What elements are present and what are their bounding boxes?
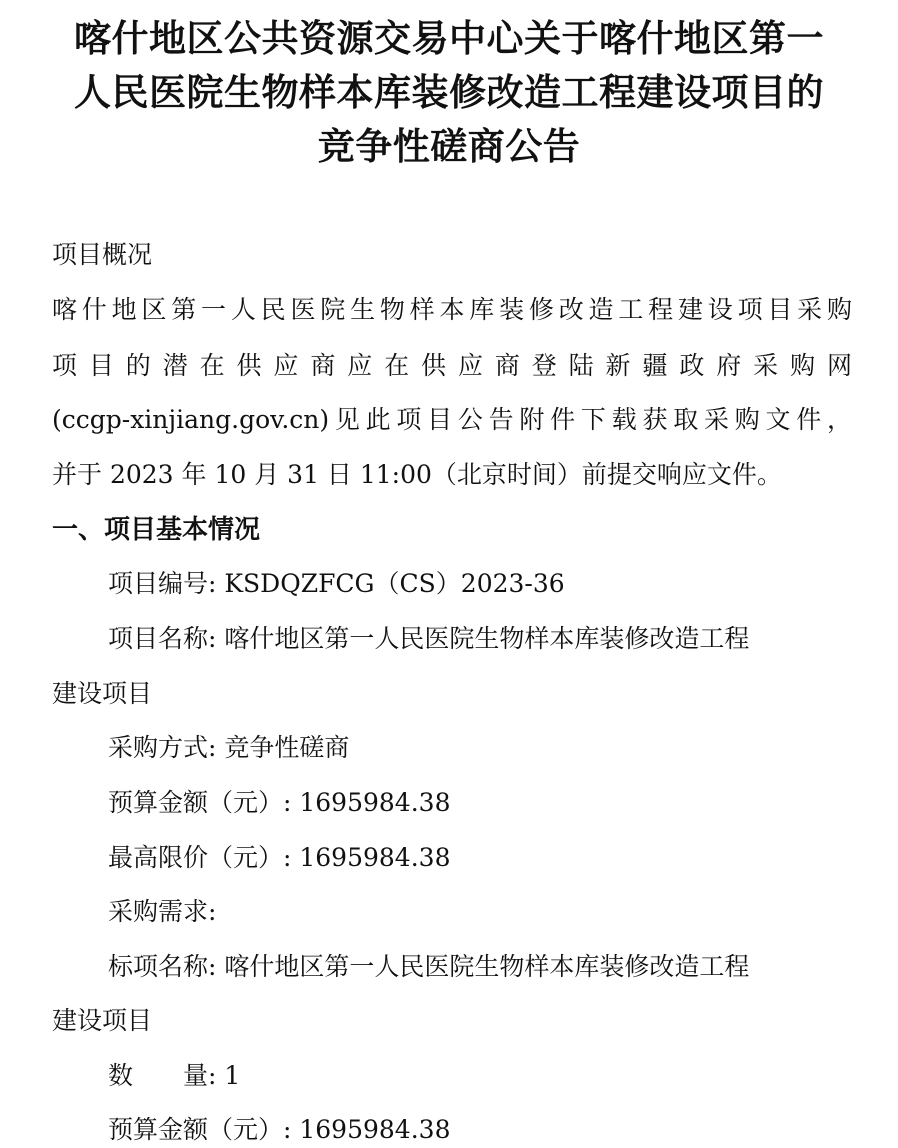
overview-heading: 项目概况 bbox=[52, 240, 153, 269]
max-price: 最高限价（元）: 1695984.38 bbox=[108, 843, 451, 872]
procurement-requirement: 采购需求: bbox=[108, 897, 217, 926]
budget-amount: 预算金额（元）: 1695984.38 bbox=[108, 788, 451, 817]
project-name-line-2: 建设项目 bbox=[52, 679, 153, 708]
document-title-line-3: 竞争性磋商公告 bbox=[317, 125, 581, 168]
procurement-method: 采购方式: 竞争性磋商 bbox=[108, 733, 350, 762]
overview-line-3: (ccgp-xinjiang.gov.cn)见此项目公告附件下载获取采购文件， bbox=[52, 405, 852, 434]
lot-name-line-1: 标项名称: 喀什地区第一人民医院生物样本库装修改造工程 bbox=[108, 952, 750, 981]
quantity: 数 量: 1 bbox=[108, 1061, 241, 1090]
overview-line-1: 喀什地区第一人民医院生物样本库装修改造工程建设项目采购 bbox=[52, 295, 852, 324]
document-title-line-1: 喀什地区公共资源交易中心关于喀什地区第一 bbox=[74, 17, 824, 60]
project-number: 项目编号: KSDQZFCG（CS）2023-36 bbox=[108, 569, 565, 598]
overview-line-2: 项目的潜在供应商应在供应商登陆新疆政府采购网 bbox=[52, 351, 852, 380]
lot-budget-amount: 预算金额（元）: 1695984.38 bbox=[108, 1115, 451, 1144]
project-name-line-1: 项目名称: 喀什地区第一人民医院生物样本库装修改造工程 bbox=[108, 624, 750, 653]
document-title-line-2: 人民医院生物样本库装修改造工程建设项目的 bbox=[74, 71, 824, 114]
section-1-heading: 一、项目基本情况 bbox=[52, 515, 261, 545]
lot-name-line-2: 建设项目 bbox=[52, 1006, 153, 1035]
overview-line-4: 并于 2023 年 10 月 31 日 11:00（北京时间）前提交响应文件。 bbox=[52, 460, 782, 489]
